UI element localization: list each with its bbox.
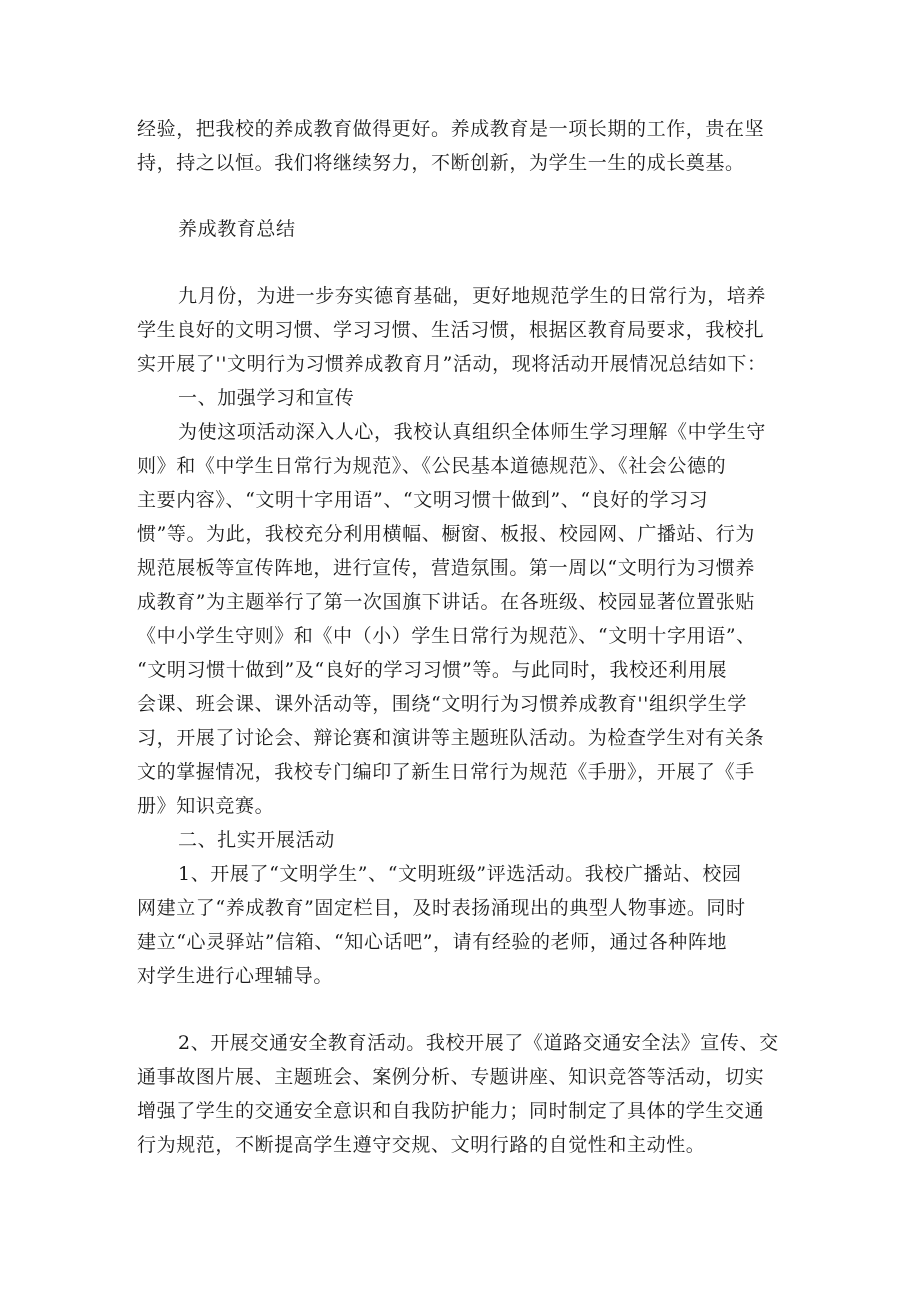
paragraph-line: 实开展了''文明行为习惯养成教育月”活动，现将活动开展情况总结如下： — [137, 353, 767, 375]
paragraph-line: 规范展板等宣传阵地，进行宣传，营造氛围。第一周以“文明行为习惯养 — [137, 557, 755, 579]
paragraph-line: 册》知识竞赛。 — [137, 795, 275, 817]
paragraph-line: 2、开展交通安全教育活动。我校开展了《道路交通安全法》宣传、交 — [178, 1032, 779, 1054]
heading-line: 一、加强学习和宣传 — [178, 387, 355, 409]
paragraph-line: 网建立了“养成教育”固定栏目，及时表扬涌现出的典型人物事迹。同时 — [137, 897, 746, 919]
paragraph-line: 增强了学生的交通安全意识和自我防护能力；同时制定了具体的学生交通 — [137, 1100, 765, 1122]
paragraph-line: 1、开展了“文明学生”、“文明班级”评选活动。我校广播站、校园 — [178, 863, 742, 885]
paragraph-line: 对学生进行心理辅导。 — [137, 965, 334, 987]
paragraph-line: 建立“心灵驿站”信箱、“知心话吧”，请有经验的老师，通过各种阵地 — [137, 931, 728, 953]
paragraph-line: 九月份，为进一步夯实德育基础，更好地规范学生的日常行为，培养 — [178, 285, 767, 307]
paragraph-line: 经验，把我校的养成教育做得更好。养成教育是一项长期的工作，贵在坚 — [137, 118, 765, 140]
heading-line: 二、扎实开展活动 — [178, 829, 335, 851]
paragraph-line: 文的掌握情况，我校专门编印了新生日常行为规范《手册》，开展了《手 — [137, 761, 755, 783]
paragraph-line: 习，开展了讨论会、辩论赛和演讲等主题班队活动。为检查学生对有关条 — [137, 727, 765, 749]
paragraph-line: “文明习惯十做到”及“良好的学习习惯”等。与此同时，我校还利用展 — [137, 659, 728, 681]
section-title: 养成教育总结 — [178, 218, 296, 240]
paragraph-line: 成教育”为主题举行了第一次国旗下讲话。在各班级、校园显著位置张贴 — [137, 591, 755, 613]
paragraph-line: 行为规范，不断提高学生遵守交规、文明行路的自觉性和主动性。 — [137, 1134, 706, 1156]
paragraph-line: 学生良好的文明习惯、学习习惯、生活习惯，根据区教育局要求，我校扎 — [137, 319, 765, 341]
paragraph-line: 通事故图片展、主题班会、案例分析、专题讲座、知识竞答等活动，切实 — [137, 1066, 765, 1088]
paragraph-line: 主要内容》、“文明十字用语”、“文明习惯十做到”、“良好的学习习 — [137, 489, 709, 511]
paragraph-line: 会课、班会课、课外活动等，围绕“文明行为习惯养成教育''组织学生学 — [137, 693, 747, 715]
paragraph-line: 持，持之以恒。我们将继续努力，不断创新，为学生一生的成长奠基。 — [137, 152, 745, 174]
paragraph-line: 为使这项活动深入人心，我校认真组织全体师生学习理解《中学生守 — [178, 421, 767, 443]
paragraph-line: 则》和《中学生日常行为规范》、《公民基本道德规范》、《社会公德的 — [137, 455, 727, 477]
paragraph-line: 《中小学生守则》和《中（小）学生日常行为规范》、“文明十字用语”、 — [137, 625, 756, 647]
paragraph-line: 惯”等。为此，我校充分利用横幅、橱窗、板报、校园网、广播站、行为 — [137, 523, 755, 545]
